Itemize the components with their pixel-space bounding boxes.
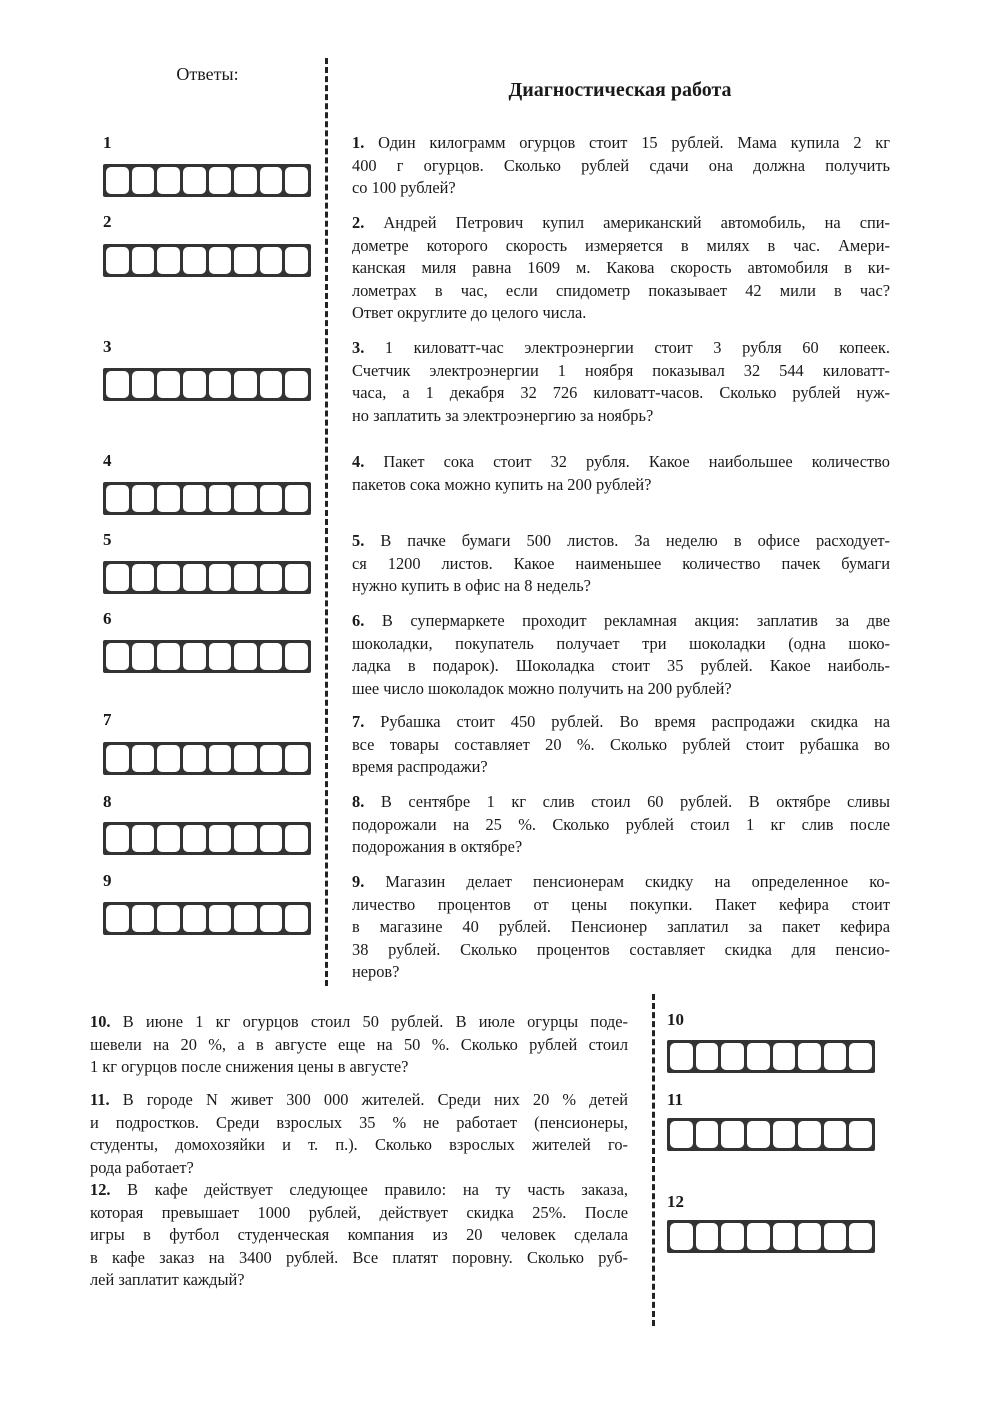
- answer-cell[interactable]: [260, 905, 283, 932]
- problem-text-line: [352, 474, 890, 497]
- problem-text-line: [90, 1224, 628, 1247]
- problem-text-line: [352, 871, 890, 894]
- problem-text-line: [352, 961, 890, 984]
- problem-text-line: [90, 1202, 628, 1225]
- problem-text-line: [352, 678, 890, 701]
- answer-cell[interactable]: [132, 825, 155, 852]
- answer-cell[interactable]: [670, 1223, 693, 1250]
- answer-cell[interactable]: [721, 1223, 744, 1250]
- problem-text: шевели на 20 %, а в августе еще на 50 %. Сколько рублей стоил: [90, 1034, 628, 1054]
- problem-text-line: [352, 530, 890, 553]
- answer-cell[interactable]: [670, 1121, 693, 1148]
- answer-cell[interactable]: [260, 485, 283, 512]
- answer-input-3[interactable]: [103, 368, 311, 401]
- answer-cell[interactable]: [721, 1043, 744, 1070]
- problem-12: [90, 1179, 628, 1292]
- answer-cell[interactable]: [824, 1121, 847, 1148]
- problem-text-line: [352, 756, 890, 779]
- problem-text-line: [352, 451, 890, 474]
- answer-cell[interactable]: [157, 247, 180, 274]
- problem-text: дометре которого скорость измеряется в милях в час. Амери-: [352, 235, 890, 255]
- answer-cell[interactable]: [234, 564, 257, 591]
- answer-cell[interactable]: [260, 564, 283, 591]
- problem-number: 9.: [352, 872, 386, 891]
- problem-text-line: [352, 155, 890, 178]
- answer-cell[interactable]: [209, 485, 232, 512]
- answer-cell[interactable]: [234, 167, 257, 194]
- answer-label-12: 12: [667, 1192, 684, 1211]
- problem-7: [352, 711, 890, 779]
- problem-text-line: [90, 1112, 628, 1135]
- problem-number: 12.: [90, 1180, 128, 1199]
- answer-label-4: 4: [103, 451, 112, 470]
- problem-text-line: [352, 894, 890, 917]
- problem-text: лометрах в час, если спидометр показывает 42 мили в час?: [352, 280, 890, 300]
- answer-cell[interactable]: [849, 1121, 872, 1148]
- problem-9: [352, 871, 890, 984]
- problem-text-line: [352, 791, 890, 814]
- problem-text-line: [352, 916, 890, 939]
- answer-cell[interactable]: [132, 371, 155, 398]
- answer-input-7[interactable]: [103, 742, 311, 775]
- problem-text-line: [90, 1134, 628, 1157]
- answer-cell[interactable]: [285, 745, 308, 772]
- problem-text: Андрей Петрович купил американский автомобиль, на спи-: [383, 213, 891, 232]
- problem-5: [352, 530, 890, 598]
- problem-text: студенты, домохозяйки и т. п.). Сколько взрослых жителей го-: [90, 1135, 628, 1154]
- problem-text-line: [352, 177, 890, 200]
- answer-cell[interactable]: [183, 825, 206, 852]
- answer-cell[interactable]: [798, 1043, 821, 1070]
- problem-text: со 100 рублей?: [352, 178, 456, 197]
- problem-text-line: [352, 132, 890, 155]
- problem-text-line: [352, 575, 890, 598]
- problem-text: пакетов сока можно купить на 200 рублей?: [352, 474, 652, 494]
- problem-text: неров?: [352, 962, 400, 981]
- answer-cell[interactable]: [773, 1223, 796, 1250]
- answer-cell[interactable]: [696, 1121, 719, 1148]
- answer-cell[interactable]: [696, 1223, 719, 1250]
- problem-text: 400 г огурцов. Сколько рублей сдачи она должна получить: [352, 155, 890, 175]
- problem-text-line: [352, 337, 890, 360]
- problem-text-line: [90, 1056, 628, 1079]
- answer-cell[interactable]: [132, 485, 155, 512]
- answer-cell[interactable]: [260, 643, 283, 670]
- answer-input-4[interactable]: [103, 482, 311, 515]
- dashed-divider-top: [325, 58, 328, 986]
- problem-text: нужно купить в офис на 8 недель?: [352, 576, 591, 595]
- answer-cell[interactable]: [209, 167, 232, 194]
- problem-text: 1 кг огурцов после снижения цены в августе?: [90, 1057, 409, 1076]
- answer-cell[interactable]: [209, 745, 232, 772]
- problem-text: В июне 1 кг огурцов стоил 50 рублей. В июле огурцы поде-: [122, 1012, 629, 1031]
- problem-text: но заплатить за электроэнергию за ноябрь?: [352, 405, 654, 425]
- answer-input-8[interactable]: [103, 822, 311, 855]
- answer-input-11[interactable]: [667, 1118, 875, 1151]
- problem-number: 4.: [352, 452, 384, 471]
- answer-cell[interactable]: [209, 905, 232, 932]
- answer-cell[interactable]: [260, 745, 283, 772]
- answer-cell[interactable]: [183, 167, 206, 194]
- problem-text: лей заплатит каждый?: [90, 1270, 245, 1289]
- answer-cell[interactable]: [234, 371, 257, 398]
- answer-input-9[interactable]: [103, 902, 311, 935]
- answer-cell[interactable]: [157, 167, 180, 194]
- answer-cell[interactable]: [696, 1043, 719, 1070]
- problem-text-line: [352, 235, 890, 258]
- answer-cell[interactable]: [285, 905, 308, 932]
- problem-text-line: [352, 939, 890, 962]
- problem-8: [352, 791, 890, 859]
- answer-cell[interactable]: [747, 1223, 770, 1250]
- answer-cell[interactable]: [183, 564, 206, 591]
- problem-text: часа, а 1 декабря 32 726 киловатт-часов. Сколько рублей нуж-: [352, 383, 890, 402]
- problem-text-line: [352, 405, 890, 428]
- answer-cell[interactable]: [106, 905, 129, 932]
- problem-text-line: [352, 553, 890, 576]
- answer-label-6: 6: [103, 609, 112, 628]
- problem-text: в кафе заказ на 3400 рублей. Все платят поровну. Сколько руб-: [90, 1247, 628, 1267]
- answer-label-3: 3: [103, 337, 112, 356]
- problem-number: 1.: [352, 133, 379, 152]
- answer-label-2: 2: [103, 212, 112, 231]
- answer-cell[interactable]: [234, 485, 257, 512]
- answer-cell[interactable]: [132, 167, 155, 194]
- answer-cell[interactable]: [209, 564, 232, 591]
- answer-input-5[interactable]: [103, 561, 311, 594]
- problem-number: 8.: [352, 792, 381, 811]
- answer-cell[interactable]: [209, 371, 232, 398]
- answer-cell[interactable]: [183, 371, 206, 398]
- problem-text-line: [352, 382, 890, 405]
- problem-text-line: [90, 1179, 628, 1202]
- answer-cell[interactable]: [234, 643, 257, 670]
- answer-cell[interactable]: [132, 745, 155, 772]
- problem-number: 11.: [90, 1090, 123, 1109]
- answer-cell[interactable]: [157, 825, 180, 852]
- answer-label-8: 8: [103, 792, 112, 811]
- problem-text: В кафе действует следующее правило: на ту часть заказа,: [127, 1180, 628, 1199]
- problem-number: 3.: [352, 338, 385, 357]
- problem-text: канская миля равна 1609 м. Какова скорость автомобиля в ки-: [352, 258, 890, 277]
- answer-cell[interactable]: [260, 371, 283, 398]
- answer-cell[interactable]: [234, 825, 257, 852]
- answer-cell[interactable]: [234, 247, 257, 274]
- answer-input-1[interactable]: [103, 164, 311, 197]
- answer-cell[interactable]: [285, 167, 308, 194]
- answer-cell[interactable]: [183, 905, 206, 932]
- answer-cell[interactable]: [285, 643, 308, 670]
- problem-text-line: [352, 655, 890, 678]
- problem-text-line: [352, 302, 890, 325]
- problem-2: [352, 212, 890, 325]
- answer-cell[interactable]: [260, 825, 283, 852]
- answer-cell[interactable]: [157, 745, 180, 772]
- answer-cell[interactable]: [824, 1223, 847, 1250]
- answer-cell[interactable]: [234, 905, 257, 932]
- problem-text: личество процентов от цены покупки. Пакет кефира стоит: [352, 894, 890, 914]
- problem-text: которая превышает 1000 рублей, действует скидка 25%. После: [90, 1202, 628, 1222]
- answer-cell[interactable]: [747, 1043, 770, 1070]
- answer-input-6[interactable]: [103, 640, 311, 673]
- answer-cell[interactable]: [183, 247, 206, 274]
- answer-label-9: 9: [103, 871, 112, 890]
- answer-cell[interactable]: [798, 1223, 821, 1250]
- answer-cell[interactable]: [773, 1121, 796, 1148]
- answer-cell[interactable]: [773, 1043, 796, 1070]
- answer-cell[interactable]: [106, 167, 129, 194]
- answer-cell[interactable]: [285, 371, 308, 398]
- answer-cell[interactable]: [183, 643, 206, 670]
- page-title: Диагностическая работа: [508, 79, 732, 101]
- answer-cell[interactable]: [285, 564, 308, 591]
- answer-input-2[interactable]: [103, 244, 311, 277]
- problem-text: Счетчик электроэнергии 1 ноября показывал 32 544 киловатт-: [352, 360, 890, 380]
- problem-text: Рубашка стоит 450 рублей. Во время распродажи скидка на: [380, 712, 891, 731]
- answer-cell[interactable]: [849, 1223, 872, 1250]
- answer-cell[interactable]: [721, 1121, 744, 1148]
- problem-text-line: [352, 360, 890, 383]
- problem-text-line: [90, 1247, 628, 1270]
- answer-label-10: 10: [667, 1010, 684, 1029]
- problem-text: все товары составляет 20 %. Сколько рублей стоит рубашка во: [352, 734, 890, 754]
- answer-label-1: 1: [103, 133, 112, 152]
- problem-6: [352, 610, 890, 700]
- answer-cell[interactable]: [157, 564, 180, 591]
- problem-number: 10.: [90, 1012, 123, 1031]
- answers-heading: Ответы:: [176, 64, 239, 84]
- problem-text-line: [352, 633, 890, 656]
- problem-number: 5.: [352, 531, 381, 550]
- problem-text: игры в футбол студенческая компания из 20 человек сделала: [90, 1225, 628, 1244]
- answer-cell[interactable]: [106, 485, 129, 512]
- dashed-divider-bottom: [652, 994, 655, 1326]
- problem-text: в магазине 40 рублей. Пенсионер заплатил за пакет кефира: [352, 917, 890, 936]
- problem-text: Ответ округлите до целого числа.: [352, 303, 587, 322]
- problem-text-line: [90, 1034, 628, 1057]
- answer-cell[interactable]: [798, 1121, 821, 1148]
- answer-cell[interactable]: [106, 371, 129, 398]
- answer-cell[interactable]: [824, 1043, 847, 1070]
- problem-text: время распродажи?: [352, 757, 488, 776]
- answer-cell[interactable]: [285, 485, 308, 512]
- problem-10: [90, 1011, 628, 1079]
- answer-cell[interactable]: [157, 905, 180, 932]
- problem-text-line: [90, 1011, 628, 1034]
- problem-text: 38 рублей. Сколько процентов составляет скидка для пенсио-: [352, 939, 890, 959]
- problem-number: 7.: [352, 712, 381, 731]
- answer-label-11: 11: [667, 1090, 684, 1109]
- answer-cell[interactable]: [747, 1121, 770, 1148]
- problem-text-line: [352, 711, 890, 734]
- answer-input-10[interactable]: [667, 1040, 875, 1073]
- problem-text: 1 киловатт-час электроэнергии стоит 3 рубля 60 копеек.: [384, 338, 890, 357]
- answer-cell[interactable]: [157, 371, 180, 398]
- problem-number: 2.: [352, 213, 384, 232]
- problem-text: Пакет сока стоит 32 рубля. Какое наибольшее количество: [383, 452, 891, 471]
- problem-3: [352, 337, 890, 427]
- problem-text: Магазин делает пенсионерам скидку на определенное ко-: [385, 872, 891, 891]
- answer-cell[interactable]: [157, 485, 180, 512]
- problem-text-line: [90, 1089, 628, 1112]
- problem-text: В городе N живет 300 000 жителей. Среди них 20 % детей: [122, 1090, 629, 1109]
- answer-cell[interactable]: [183, 745, 206, 772]
- problem-text: ся 1200 листов. Какое наименьшее количество пачек бумаги: [352, 553, 890, 573]
- problem-text: ладка в подарок). Шоколадка стоит 35 рублей. Какое наиболь-: [352, 656, 890, 675]
- answer-cell[interactable]: [209, 825, 232, 852]
- answer-cell[interactable]: [106, 745, 129, 772]
- answer-cell[interactable]: [132, 643, 155, 670]
- problem-text-line: [352, 734, 890, 757]
- problem-text: подорожания в октябре?: [352, 837, 523, 856]
- problem-text: В пачке бумаги 500 листов. За неделю в офисе расходует-: [380, 531, 890, 550]
- problem-text-line: [352, 610, 890, 633]
- answer-cell[interactable]: [260, 167, 283, 194]
- problem-text-line: [352, 257, 890, 280]
- answer-cell[interactable]: [234, 745, 257, 772]
- answer-cell[interactable]: [670, 1043, 693, 1070]
- problem-text: В супермаркете проходит рекламная акция: заплатив за две: [381, 611, 891, 630]
- answer-cell[interactable]: [106, 247, 129, 274]
- problem-text-line: [352, 814, 890, 837]
- answer-cell[interactable]: [132, 247, 155, 274]
- problem-text-line: [352, 280, 890, 303]
- answer-cell[interactable]: [106, 643, 129, 670]
- problem-text-line: [90, 1157, 628, 1180]
- answer-cell[interactable]: [132, 905, 155, 932]
- problem-4: [352, 451, 890, 496]
- problem-text: и подростков. Среди взрослых 35 % не работает (пенсионеры,: [90, 1112, 628, 1132]
- answer-cell[interactable]: [106, 564, 129, 591]
- problem-text-line: [352, 836, 890, 859]
- answer-cell[interactable]: [849, 1043, 872, 1070]
- problem-text: шее число шоколадок можно получить на 200 рублей?: [352, 678, 732, 698]
- problem-text: подорожали на 25 %. Сколько рублей стоил 1 кг слив после: [352, 814, 890, 834]
- problem-text: рода работает?: [90, 1157, 194, 1177]
- answer-label-5: 5: [103, 530, 112, 549]
- answer-cell[interactable]: [285, 247, 308, 274]
- problem-text-line: [352, 212, 890, 235]
- answer-cell[interactable]: [285, 825, 308, 852]
- answer-cell[interactable]: [183, 485, 206, 512]
- answer-cell[interactable]: [209, 247, 232, 274]
- problem-number: 6.: [352, 611, 382, 630]
- answer-cell[interactable]: [132, 564, 155, 591]
- answer-label-7: 7: [103, 710, 112, 729]
- answer-cell[interactable]: [157, 643, 180, 670]
- answer-input-12[interactable]: [667, 1220, 875, 1253]
- answer-cell[interactable]: [106, 825, 129, 852]
- problem-text-line: [90, 1269, 628, 1292]
- answer-cell[interactable]: [209, 643, 232, 670]
- answer-cell[interactable]: [260, 247, 283, 274]
- problem-text: В сентябре 1 кг слив стоил 60 рублей. В октябре сливы: [380, 792, 890, 811]
- problem-11: [90, 1089, 628, 1179]
- problem-1: [352, 132, 890, 200]
- problem-text: Один килограмм огурцов стоит 15 рублей. Мама купила 2 кг: [378, 133, 890, 152]
- problem-text: шоколадки, покупатель получает три шоколадки (одна шоко-: [352, 633, 890, 653]
